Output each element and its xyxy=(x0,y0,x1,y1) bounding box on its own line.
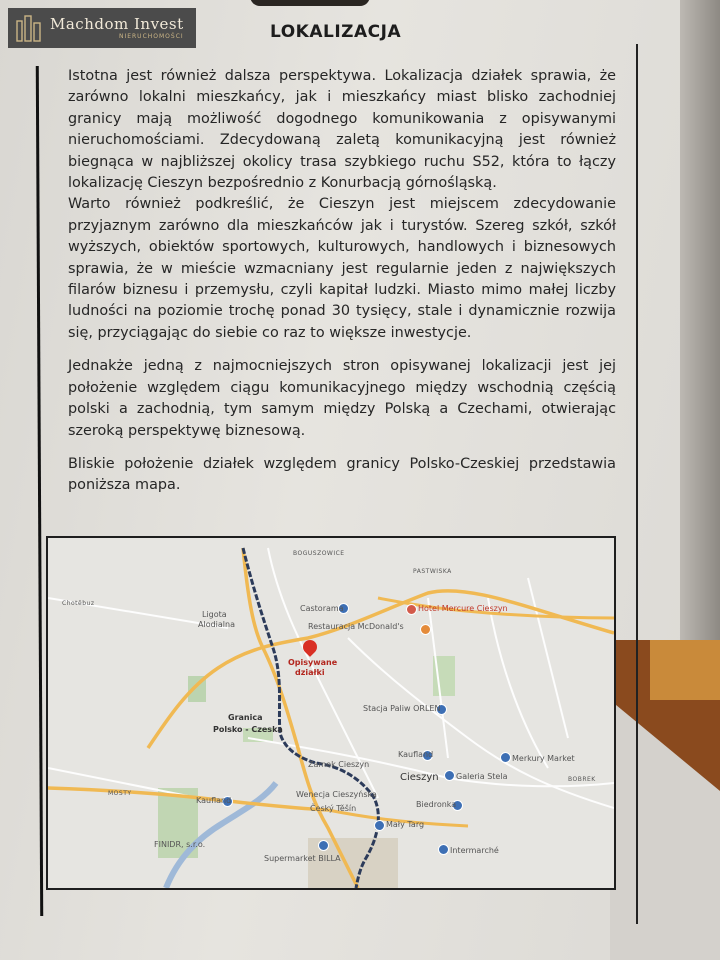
place-label: Alodialna xyxy=(198,620,235,629)
place-label: Cieszyn xyxy=(400,772,439,783)
restaurant-icon xyxy=(420,624,431,635)
location-map xyxy=(46,536,616,890)
place-label: Supermarket BILLA xyxy=(264,854,341,863)
hotel-icon xyxy=(406,604,417,615)
body-text xyxy=(68,66,616,497)
place-label: Restauracja McDonald's xyxy=(308,622,404,631)
border-label: Granica xyxy=(228,713,263,722)
pin-label: działki xyxy=(295,668,325,677)
place-label: BOGUSZOWICE xyxy=(293,550,345,557)
border-label: Polsko - Czeska xyxy=(213,725,283,734)
shopping-icon xyxy=(438,844,449,855)
place-label: Wenecja Cieszyńska xyxy=(296,790,377,799)
place-label: Ligota xyxy=(202,610,227,619)
place-label: Český Těšín xyxy=(310,804,357,813)
place-label: MOSTY xyxy=(108,790,132,797)
paragraph: Jednakże jedną z najmocniejszych stron opisywanej lokalizacji jest jej położenie względem ciągu komunikacyjnego między wschodnią częścią polski a zachodnią, tym samym między Polską a Czechami, otwierając szeroką perspektywę biznesową. xyxy=(68,358,616,439)
top-decoration xyxy=(250,0,370,6)
place-label: Zamek Cieszyn xyxy=(308,760,370,769)
place-label: Kaufland xyxy=(196,796,232,805)
paragraph: Istotna jest również dalsza perspektywa. Lokalizacja działek sprawia, że zarówno lokalni mieszkańcy, jak i mieszkańcy miast blisko zachodniej granicy mają możliwość dogodnego komunikowania z opisywanymi nieruchomościami. Zdecydowaną zaletą komunikacyjną jest również biegnąca w najbliższej okolicy trasa szybkiego ruchu S52, która to łączy lokalizację Cieszyn bezpośrednio z Konurbacją górnośląską. xyxy=(68,68,616,192)
place-label: Intermarché xyxy=(450,846,499,855)
place-label: Mały Targ xyxy=(386,820,425,829)
place-label: Hotel Mercure Cieszyn xyxy=(418,604,508,613)
shopping-icon xyxy=(500,752,511,763)
place-label: Galeria Stela xyxy=(456,772,508,781)
place-label: Chotěbuz xyxy=(62,600,95,607)
place-label: Kaufland xyxy=(398,750,434,759)
brand-subtitle: NIERUCHOMOŚCI xyxy=(118,32,184,40)
place-label: Merkury Market xyxy=(512,754,575,763)
paragraph: Warto również podkreślić, że Cieszyn jest miejscem zdecydowanie przyjaznym zarówno dla mieszkańców jak i turystów. Szereg szkół, szkół wyższych, obiektów sportowych, kulturowych, handlowych i biznesowych sprawia, że w mieście wzmacniany jest regularnie jeden z największych filarów biznesu i przemysłu, czyli kapitał ludzki. Miasto mimo małej liczby ludności na poziomie trochę ponad 30 tysięcy, stale i dynamicznie rozwija się, przyciągając do siebie co raz to większe inwestycje. xyxy=(68,196,616,341)
shopping-icon xyxy=(444,770,455,781)
place-label: PASTWISKA xyxy=(413,568,452,575)
map-graphic xyxy=(48,538,614,888)
decorative-shape xyxy=(650,640,720,700)
place-label: Biedronka xyxy=(416,800,457,809)
right-rule xyxy=(636,44,638,924)
brand-logo xyxy=(8,8,196,48)
paragraph: Bliskie położenie działek względem granicy Polsko-Czeskiej przedstawia poniższa mapa. xyxy=(68,455,616,494)
shopping-icon xyxy=(374,820,385,831)
pin-label: Opisywane xyxy=(288,658,338,667)
place-label: Castorama xyxy=(300,604,344,613)
place-label: BOBREK xyxy=(568,776,596,783)
shopping-icon xyxy=(318,840,329,851)
building-logo-icon xyxy=(14,13,44,43)
place-label: FINIDR, s.r.o. xyxy=(154,840,206,849)
place-label: Stacja Paliw ORLEN xyxy=(363,704,441,713)
brand-name: Machdom Invest xyxy=(50,14,184,33)
page-title: LOKALIZACJA xyxy=(270,22,402,42)
